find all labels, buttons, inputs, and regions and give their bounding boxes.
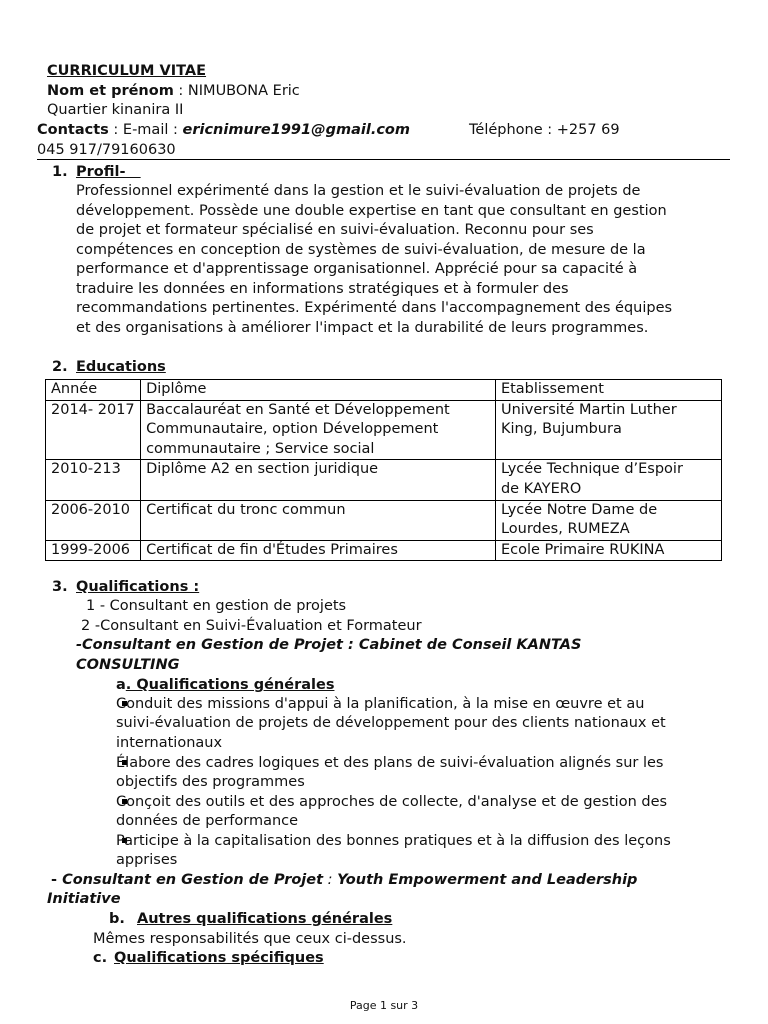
header-diploma: Diplôme	[141, 380, 496, 401]
list-item: Conçoit des outils et des approches de collecte, d'analyse et de gestion des	[116, 794, 668, 810]
contacts-line	[37, 121, 410, 141]
qualification-item: 1 - Consultant en gestion de projets	[86, 598, 347, 614]
youth-title-line1: - Consultant en Gestion de Projet : Youth Empowerment and Leadership	[51, 872, 638, 888]
kantas-title-line1: -Consultant en Gestion de Projet : Cabinet de Conseil KANTAS	[76, 637, 582, 653]
name-label: Nom et prénom	[47, 83, 174, 99]
table-row	[46, 400, 722, 460]
list-item: apprises	[116, 852, 178, 868]
cell-year: 2010-213	[46, 460, 141, 500]
name-value: : NIMUBONA Eric	[173, 83, 300, 99]
section-profile-heading: Profil-	[76, 164, 126, 180]
qualification-item: 2 -Consultant en Suivi-Évaluation et Formateur	[81, 618, 422, 634]
cell-school: Ecole Primaire RUKINA	[495, 540, 721, 561]
cell-diploma: Certificat du tronc commun	[141, 500, 496, 540]
profile-line: et des organisations à améliorer l'impact et la durabilité de leurs programmes.	[76, 320, 649, 336]
profile-line: traduire les données en informations stratégiques et à formuler des	[76, 281, 569, 297]
list-item: Conduit des missions d'appui à la planification, à la mise en œuvre et au	[116, 696, 645, 712]
subsection-c-heading: Qualifications spécifiques	[114, 950, 324, 966]
kantas-title-line2: CONSULTING	[76, 657, 180, 673]
cv-title: CURRICULUM VITAE	[47, 63, 207, 79]
cell-diploma: Certificat de fin d'Études Primaires	[141, 540, 496, 561]
profile-line: développement. Possède une double expertise en tant que consultant en gestion	[76, 203, 667, 219]
cell-diploma: Baccalauréat en Santé et Développement Communautaire, option Développement communautaire ; Service social	[141, 400, 496, 460]
section-profile-number: 1.	[52, 164, 68, 180]
header-divider	[37, 159, 730, 160]
section-education-heading: Educations	[76, 359, 166, 375]
cell-school: Lycée Notre Dame de Lourdes, RUMEZA	[495, 500, 721, 540]
list-item: internationaux	[116, 735, 223, 751]
education-table	[45, 379, 722, 561]
cell-year: 2014- 2017	[46, 400, 141, 460]
list-item: suivi-évaluation de projets de développement pour des clients nationaux et	[116, 715, 666, 731]
youth-title-line2: Initiative	[47, 891, 121, 907]
profile-line: de projet et formateur spécialisé en suivi-évaluation. Reconnu pour ses	[76, 222, 594, 238]
header-year: Année	[46, 380, 141, 401]
address: Quartier kinanira II	[47, 102, 184, 118]
profile-line: recommandations pertinentes. Expérimenté dans l'accompagnement des équipes	[76, 300, 673, 316]
list-item: Élabore des cadres logiques et des plans de suivi-évaluation alignés sur les	[116, 755, 664, 771]
list-item: objectifs des programmes	[116, 774, 305, 790]
profile-line: Professionnel expérimenté dans la gestion et le suivi-évaluation de projets de	[76, 183, 641, 199]
cell-diploma: Diplôme A2 en section juridique	[141, 460, 496, 500]
section-qualifications-heading: Qualifications :	[76, 579, 200, 595]
table-header-row	[46, 380, 722, 401]
section-education-number: 2.	[52, 359, 68, 375]
section-qualifications-number: 3.	[52, 579, 68, 595]
list-item: données de performance	[116, 813, 299, 829]
cell-school: Université Martin Luther King, Bujumbura	[495, 400, 721, 460]
subsection-c-letter: c.	[93, 950, 108, 966]
phone-prefix: Téléphone : +257 69	[469, 122, 620, 138]
header-school: Etablissement	[495, 380, 721, 401]
name-line	[47, 82, 300, 102]
subsection-b-heading: Autres qualifications générales	[137, 911, 393, 927]
cell-school: Lycée Technique d’Espoir de KAYERO	[495, 460, 721, 500]
subsection-b-letter: b.	[109, 911, 125, 927]
phone-rest: 045 917/79160630	[37, 142, 176, 158]
email-link[interactable]: ericnimure1991@gmail.com	[182, 122, 410, 138]
cell-year: 1999-2006	[46, 540, 141, 561]
email-prefix: : E-mail :	[108, 122, 183, 138]
cell-year: 2006-2010	[46, 500, 141, 540]
subsection-a-heading: a. Qualifications générales	[116, 677, 335, 693]
page-footer: Page 1 sur 3	[349, 999, 419, 1012]
subsection-b-text: Mêmes responsabilités que ceux ci-dessus.	[93, 931, 407, 947]
profile-line: performance et d'apprentissage organisationnel. Apprécié pour sa capacité à	[76, 261, 638, 277]
table-row	[46, 500, 722, 540]
list-item: Participe à la capitalisation des bonnes pratiques et à la diffusion des leçons	[116, 833, 671, 849]
table-row	[46, 460, 722, 500]
contacts-label: Contacts	[37, 122, 109, 138]
table-row	[46, 540, 722, 561]
profile-line: compétences en conception de systèmes de suivi-évaluation, de mesure de la	[76, 242, 646, 258]
